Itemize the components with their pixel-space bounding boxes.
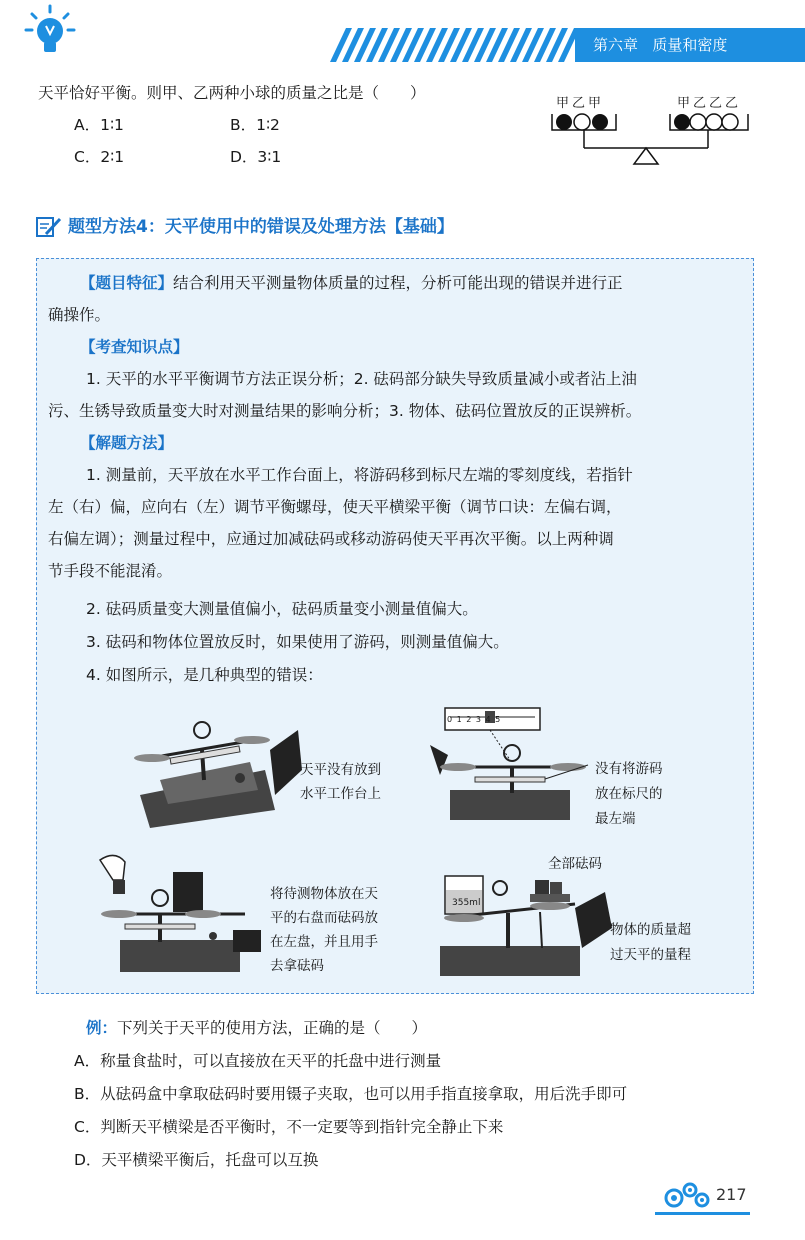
option-b: B．1∶2 <box>230 116 280 134</box>
balance-figure <box>548 108 758 166</box>
caption-d-top: 全部砝码 <box>548 856 602 872</box>
example-stem-line <box>86 1012 427 1045</box>
page-number: 217 <box>716 1185 747 1204</box>
caption-d-2: 过天平的量程 <box>610 947 691 963</box>
caption-b-3: 最左端 <box>595 811 636 827</box>
chapter-number: 第六章 <box>593 36 639 54</box>
example-option-d: D．天平横梁平衡后，托盘可以互换 <box>74 1151 319 1169</box>
pencil-note-icon <box>36 216 62 238</box>
option-d: D．3∶1 <box>230 148 282 166</box>
method-text-1d: 节手段不能混淆。 <box>48 562 173 580</box>
balance-overload-illustration <box>430 868 615 983</box>
example-option-b: B．从砝码盒中拿取砝码时要用镊子夹取，也可以用手指直接拿取，用后洗手即可 <box>74 1085 628 1103</box>
feature-text-1: 结合利用天平测量物体质量的过程，分析可能出现的错误并进行正 <box>173 274 623 292</box>
knowledge-text-1: 1. 天平的水平平衡调节方法正误分析；2. 砝码部分缺失导致质量减小或者沾上油 <box>86 370 637 388</box>
caption-b-2: 放在标尺的 <box>595 786 663 802</box>
gears-icon <box>660 1178 712 1212</box>
scale-ticks: 0 1 2 3 4 5 <box>447 715 502 724</box>
method-text-3: 3. 砝码和物体位置放反时，如果使用了游码，则测量值偏大。 <box>86 633 509 651</box>
method-text-2: 2. 砝码质量变大测量值偏小，砝码质量变小测量值偏大。 <box>86 600 478 618</box>
example-option-a: A．称量食盐时，可以直接放在天平的托盘中进行测量 <box>74 1052 442 1070</box>
chapter-title: 质量和密度 <box>652 36 728 54</box>
question-stem: 天平恰好平衡。则甲、乙两种小球的质量之比是（ ） <box>38 84 426 102</box>
beaker-label: 355ml <box>452 898 481 908</box>
balance-tilted-illustration <box>130 700 305 830</box>
option-c: C．2∶1 <box>74 148 125 166</box>
caption-d-1: 物体的质量超 <box>610 922 691 938</box>
caption-c-3: 在左盘，并且用手 <box>270 934 378 950</box>
balance-hand-weights-illustration <box>95 850 270 980</box>
example-tag: 例： <box>86 1019 118 1037</box>
caption-a-1: 天平没有放到 <box>300 762 381 778</box>
chapter-header <box>575 28 805 62</box>
left-ball-labels: 甲乙甲 <box>556 96 605 111</box>
method-text-1a: 1. 测量前，天平放在水平工作台面上，将游码移到标尺左端的零刻度线，若指针 <box>86 466 633 484</box>
caption-a-2: 水平工作台上 <box>300 786 381 802</box>
caption-c-1: 将待测物体放在天 <box>270 886 378 902</box>
footer-rule <box>655 1212 750 1215</box>
feature-line-1 <box>80 268 623 299</box>
feature-text-2: 确操作。 <box>48 306 111 324</box>
right-ball-labels: 甲乙乙乙 <box>677 96 742 111</box>
method-tag: 【解题方法】 <box>80 434 174 452</box>
knowledge-tag: 【考查知识点】 <box>80 338 189 356</box>
feature-tag: 【题目特征】 <box>80 274 174 292</box>
option-a: A．1∶1 <box>74 116 124 134</box>
caption-c-4: 去拿砝码 <box>270 958 324 974</box>
example-stem: 下列关于天平的使用方法，正确的是（ ） <box>117 1019 428 1037</box>
method-text-1c: 右偏左调）；测量过程中，应通过加减砝码或移动游码使天平再次平衡。以上两种调 <box>48 530 614 548</box>
caption-b-1: 没有将游码 <box>595 761 663 777</box>
section-title: 题型方法4：天平使用中的错误及处理方法【基础】 <box>68 217 454 237</box>
method-text-1b: 左（右）偏，应向右（左）调节平衡螺母，使天平横梁平衡（调节口诀：左偏右调， <box>48 498 622 516</box>
knowledge-text-2: 污、生锈导致质量变大时对测量结果的影响分析；3. 物体、砝码位置放反的正误辨析。 <box>48 402 642 420</box>
caption-c-2: 平的右盘而砝码放 <box>270 910 378 926</box>
example-option-c: C．判断天平横梁是否平衡时，不一定要等到指针完全静止下来 <box>74 1118 504 1136</box>
method-text-4: 4. 如图所示，是几种典型的错误： <box>86 666 323 684</box>
